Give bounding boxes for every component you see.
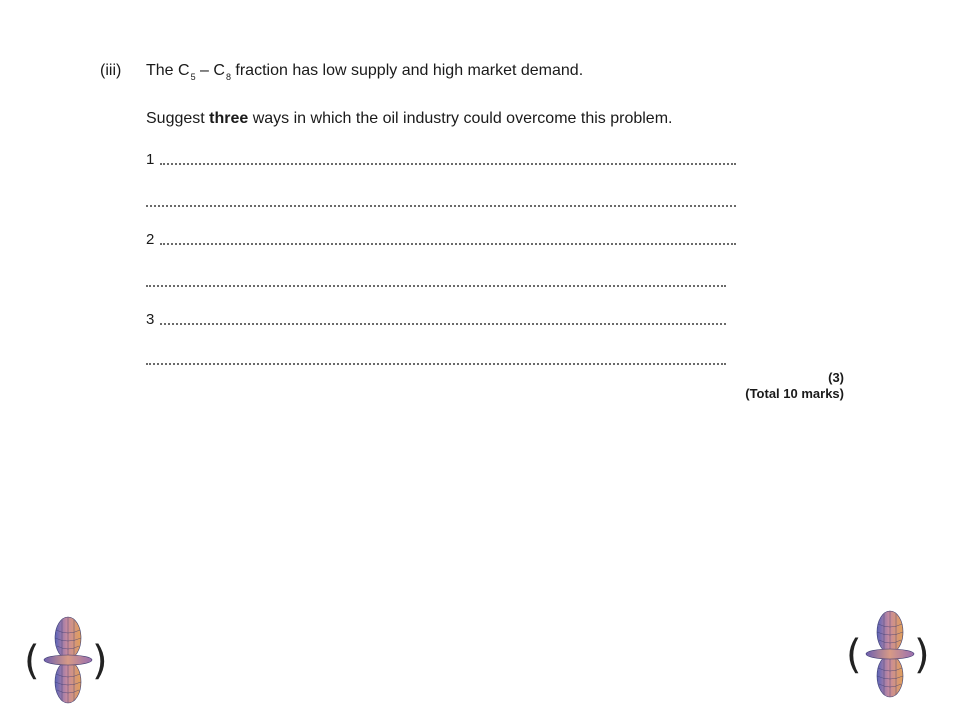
answer-dots-1b [146, 195, 736, 207]
answer-dots-3b [146, 353, 726, 365]
answer-line-3b[interactable] [146, 348, 726, 368]
p-orbital-icon [24, 616, 114, 706]
answer-line-2[interactable] [146, 228, 736, 248]
svg-text:(: ( [24, 638, 40, 684]
instruction-pre: Suggest [146, 110, 210, 127]
stem-dash: – C [195, 62, 225, 79]
answer-line-1b[interactable] [146, 190, 736, 210]
total-marks: (Total 10 marks) [745, 386, 844, 401]
p-orbital-icon [846, 610, 936, 700]
subscript-low: 5 [190, 72, 196, 82]
question-stem [146, 62, 583, 82]
answer-dots-1 [160, 153, 736, 165]
part-marks: (3) [828, 370, 844, 385]
svg-text:(: ( [846, 632, 862, 678]
instruction-post: ways in which the oil industry could overcome this problem. [248, 110, 673, 127]
answer-dots-2b [146, 275, 726, 287]
answer-number-1: 1 [146, 151, 155, 168]
answer-number-3: 3 [146, 311, 155, 328]
answer-line-1[interactable] [146, 148, 736, 168]
stem-end: fraction has low supply and high market demand. [230, 62, 584, 79]
svg-text:): ) [914, 632, 930, 678]
stem-start: The C [146, 62, 190, 79]
answer-dots-3 [160, 313, 726, 325]
svg-text:): ) [92, 638, 108, 684]
question-number: (iii) [100, 62, 122, 79]
answer-dots-2 [160, 233, 736, 245]
subscript-high: 8 [225, 72, 231, 82]
answer-number-2: 2 [146, 231, 155, 248]
instruction-bold: three [209, 110, 249, 127]
instruction-text [146, 110, 672, 128]
answer-line-3[interactable] [146, 308, 726, 328]
answer-line-2b[interactable] [146, 270, 726, 290]
